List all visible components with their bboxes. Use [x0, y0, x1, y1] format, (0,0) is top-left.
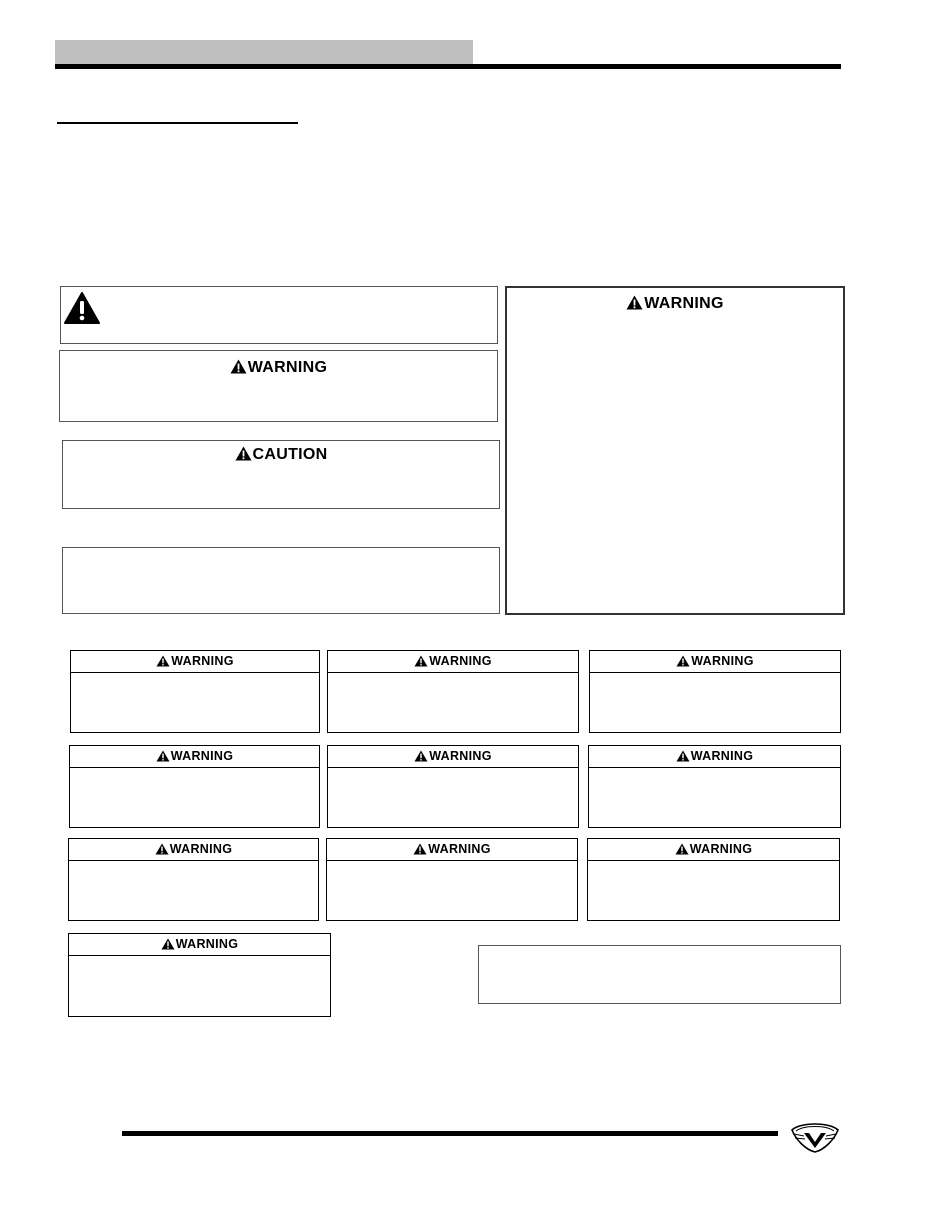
small-warning-box-10: WARNING — [68, 933, 331, 1017]
small-warning-box-7: WARNING — [68, 838, 319, 921]
footer-rule — [122, 1131, 778, 1136]
warning-triangle-icon — [675, 843, 689, 858]
small-warning-box-4: WARNING — [69, 745, 320, 828]
warning-triangle-icon — [155, 843, 169, 858]
warning-triangle-icon — [676, 750, 690, 765]
small-warning-box-3: WARNING — [589, 650, 841, 733]
header-title-bar — [55, 40, 473, 66]
note-box-bottom — [478, 945, 841, 1004]
warning-triangle-icon — [161, 938, 175, 953]
warning-triangle-icon — [676, 655, 690, 670]
exclamation-triangle-icon — [64, 292, 100, 324]
header-rule — [55, 64, 841, 69]
warning-triangle-icon — [414, 750, 428, 765]
notice-box — [60, 286, 498, 344]
caution-triangle-icon — [235, 446, 252, 466]
warning-heading: WARNING — [60, 359, 497, 379]
warning-triangle-icon — [626, 295, 643, 315]
caution-box — [62, 440, 500, 509]
warning-box-main — [59, 350, 498, 422]
warning-triangle-icon — [414, 655, 428, 670]
small-warning-box-8: WARNING — [326, 838, 578, 921]
small-warning-box-2: WARNING — [327, 650, 579, 733]
warning-box-right — [505, 286, 845, 615]
warning-triangle-icon — [413, 843, 427, 858]
warning-triangle-icon — [156, 750, 170, 765]
small-warning-box-5: WARNING — [327, 745, 579, 828]
section-title-underline — [57, 122, 298, 124]
small-warning-box-1: WARNING — [70, 650, 320, 733]
victory-logo — [790, 1120, 840, 1153]
small-warning-box-6: WARNING — [588, 745, 841, 828]
small-warning-box-9: WARNING — [587, 838, 840, 921]
note-box — [62, 547, 500, 614]
warning-heading-right: WARNING — [507, 295, 843, 315]
warning-triangle-icon — [230, 359, 247, 379]
caution-heading: CAUTION — [63, 446, 499, 466]
warning-triangle-icon — [156, 655, 170, 670]
